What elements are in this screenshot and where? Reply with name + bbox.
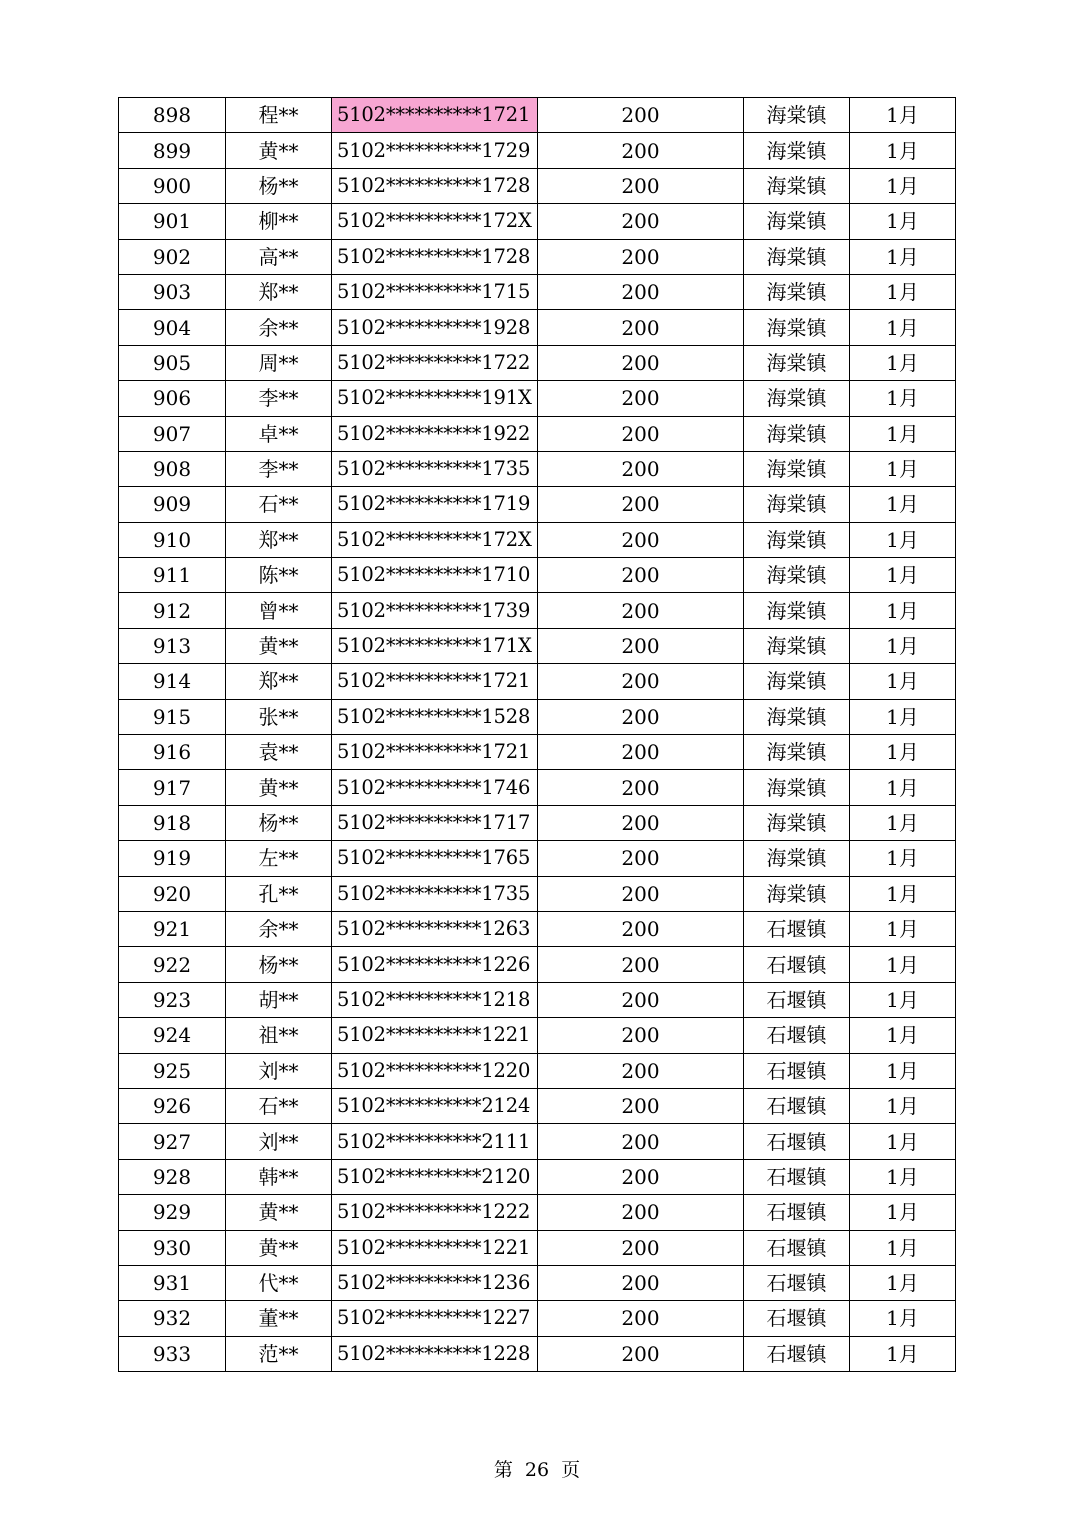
cell-name: 李**	[226, 451, 332, 486]
table-row	[119, 133, 956, 168]
cell-amount: 200	[538, 593, 744, 628]
cell-id-number: 5102**********1746	[332, 770, 538, 805]
cell-town: 海棠镇	[744, 451, 850, 486]
cell-amount: 200	[538, 1124, 744, 1159]
table-row	[119, 310, 956, 345]
cell-amount: 200	[538, 558, 744, 593]
cell-town: 海棠镇	[744, 381, 850, 416]
cell-id-number: 5102**********1722	[332, 345, 538, 380]
cell-name: 左**	[226, 841, 332, 876]
cell-amount: 200	[538, 664, 744, 699]
cell-month: 1月	[850, 204, 956, 239]
cell-name: 石**	[226, 487, 332, 522]
cell-number: 908	[119, 451, 226, 486]
cell-amount: 200	[538, 451, 744, 486]
cell-name: 程**	[226, 98, 332, 133]
cell-name: 周**	[226, 345, 332, 380]
cell-town: 石堰镇	[744, 1265, 850, 1300]
cell-name: 陈**	[226, 558, 332, 593]
table-row	[119, 1230, 956, 1265]
cell-town: 海棠镇	[744, 841, 850, 876]
table-row	[119, 416, 956, 451]
cell-town: 海棠镇	[744, 522, 850, 557]
cell-name: 韩**	[226, 1159, 332, 1194]
cell-name: 黄**	[226, 628, 332, 663]
cell-amount: 200	[538, 98, 744, 133]
cell-number: 913	[119, 628, 226, 663]
cell-month: 1月	[850, 699, 956, 734]
cell-town: 石堰镇	[744, 911, 850, 946]
cell-amount: 200	[538, 1301, 744, 1336]
cell-name: 杨**	[226, 805, 332, 840]
cell-month: 1月	[850, 487, 956, 522]
cell-amount: 200	[538, 1265, 744, 1300]
cell-town: 石堰镇	[744, 1018, 850, 1053]
table-row	[119, 628, 956, 663]
cell-name: 范**	[226, 1336, 332, 1371]
cell-id-number: 5102**********1728	[332, 168, 538, 203]
cell-id-number: 5102**********2111	[332, 1124, 538, 1159]
cell-town: 海棠镇	[744, 239, 850, 274]
cell-name: 曾**	[226, 593, 332, 628]
table-row	[119, 593, 956, 628]
cell-month: 1月	[850, 1159, 956, 1194]
cell-name: 董**	[226, 1301, 332, 1336]
cell-amount: 200	[538, 1230, 744, 1265]
cell-town: 海棠镇	[744, 735, 850, 770]
cell-id-number: 5102**********1221	[332, 1230, 538, 1265]
cell-name: 代**	[226, 1265, 332, 1300]
cell-number: 922	[119, 947, 226, 982]
cell-town: 海棠镇	[744, 593, 850, 628]
cell-month: 1月	[850, 1195, 956, 1230]
cell-id-number: 5102**********1735	[332, 451, 538, 486]
cell-town: 海棠镇	[744, 805, 850, 840]
table-row	[119, 1195, 956, 1230]
cell-id-number: 5102**********1721	[332, 735, 538, 770]
cell-amount: 200	[538, 699, 744, 734]
cell-number: 927	[119, 1124, 226, 1159]
table-row	[119, 1088, 956, 1123]
cell-number: 898	[119, 98, 226, 133]
cell-number: 906	[119, 381, 226, 416]
cell-town: 海棠镇	[744, 98, 850, 133]
cell-amount: 200	[538, 204, 744, 239]
cell-amount: 200	[538, 381, 744, 416]
cell-town: 石堰镇	[744, 1088, 850, 1123]
cell-amount: 200	[538, 982, 744, 1017]
cell-town: 海棠镇	[744, 558, 850, 593]
table-row	[119, 345, 956, 380]
table-row	[119, 699, 956, 734]
cell-id-number: 5102**********1710	[332, 558, 538, 593]
cell-number: 903	[119, 274, 226, 309]
cell-id-number: 5102**********1765	[332, 841, 538, 876]
cell-name: 石**	[226, 1088, 332, 1123]
cell-amount: 200	[538, 947, 744, 982]
cell-id-number: 5102**********1263	[332, 911, 538, 946]
cell-amount: 200	[538, 274, 744, 309]
cell-month: 1月	[850, 664, 956, 699]
cell-month: 1月	[850, 239, 956, 274]
table-row	[119, 982, 956, 1017]
cell-town: 石堰镇	[744, 1230, 850, 1265]
cell-month: 1月	[850, 1124, 956, 1159]
cell-amount: 200	[538, 1336, 744, 1371]
cell-id-number: 5102**********2120	[332, 1159, 538, 1194]
cell-number: 899	[119, 133, 226, 168]
cell-name: 杨**	[226, 168, 332, 203]
cell-name: 胡**	[226, 982, 332, 1017]
cell-number: 932	[119, 1301, 226, 1336]
cell-name: 黄**	[226, 1195, 332, 1230]
cell-number: 915	[119, 699, 226, 734]
table-body	[119, 98, 956, 1372]
cell-name: 杨**	[226, 947, 332, 982]
cell-name: 祖**	[226, 1018, 332, 1053]
cell-id-number: 5102**********1717	[332, 805, 538, 840]
cell-month: 1月	[850, 1230, 956, 1265]
cell-amount: 200	[538, 239, 744, 274]
cell-amount: 200	[538, 310, 744, 345]
cell-id-number: 5102**********1728	[332, 239, 538, 274]
cell-month: 1月	[850, 735, 956, 770]
cell-amount: 200	[538, 770, 744, 805]
cell-number: 923	[119, 982, 226, 1017]
cell-id-number: 5102**********1922	[332, 416, 538, 451]
cell-amount: 200	[538, 1018, 744, 1053]
cell-month: 1月	[850, 982, 956, 1017]
cell-number: 902	[119, 239, 226, 274]
cell-town: 海棠镇	[744, 664, 850, 699]
cell-month: 1月	[850, 1265, 956, 1300]
table-row	[119, 239, 956, 274]
cell-id-number: 5102**********1735	[332, 876, 538, 911]
cell-id-number: 5102**********1220	[332, 1053, 538, 1088]
cell-name: 黄**	[226, 1230, 332, 1265]
cell-amount: 200	[538, 1195, 744, 1230]
cell-amount: 200	[538, 168, 744, 203]
cell-id-number: 5102**********171X	[332, 628, 538, 663]
cell-number: 910	[119, 522, 226, 557]
cell-id-number: 5102**********1226	[332, 947, 538, 982]
cell-name: 柳**	[226, 204, 332, 239]
page-number: 26	[524, 1459, 550, 1481]
cell-month: 1月	[850, 133, 956, 168]
cell-name: 郑**	[226, 664, 332, 699]
cell-amount: 200	[538, 876, 744, 911]
cell-name: 黄**	[226, 770, 332, 805]
cell-month: 1月	[850, 558, 956, 593]
cell-name: 余**	[226, 911, 332, 946]
cell-amount: 200	[538, 841, 744, 876]
cell-town: 石堰镇	[744, 1053, 850, 1088]
table-row	[119, 664, 956, 699]
cell-id-number: 5102**********1528	[332, 699, 538, 734]
cell-id-number: 5102**********191X	[332, 381, 538, 416]
cell-town: 海棠镇	[744, 310, 850, 345]
cell-number: 928	[119, 1159, 226, 1194]
cell-number: 933	[119, 1336, 226, 1371]
cell-number: 916	[119, 735, 226, 770]
cell-town: 海棠镇	[744, 345, 850, 380]
cell-id-number: 5102**********172X	[332, 522, 538, 557]
cell-name: 郑**	[226, 274, 332, 309]
cell-name: 刘**	[226, 1124, 332, 1159]
cell-id-number: 5102**********1721	[332, 98, 538, 133]
cell-town: 海棠镇	[744, 628, 850, 663]
cell-id-number: 5102**********2124	[332, 1088, 538, 1123]
cell-town: 海棠镇	[744, 168, 850, 203]
cell-id-number: 5102**********1721	[332, 664, 538, 699]
cell-town: 海棠镇	[744, 487, 850, 522]
cell-month: 1月	[850, 1018, 956, 1053]
cell-month: 1月	[850, 345, 956, 380]
cell-month: 1月	[850, 1301, 956, 1336]
cell-amount: 200	[538, 522, 744, 557]
table-row	[119, 1159, 956, 1194]
cell-amount: 200	[538, 345, 744, 380]
cell-name: 刘**	[226, 1053, 332, 1088]
cell-town: 石堰镇	[744, 1301, 850, 1336]
cell-amount: 200	[538, 805, 744, 840]
table-row	[119, 381, 956, 416]
cell-month: 1月	[850, 451, 956, 486]
table-row	[119, 558, 956, 593]
table-row	[119, 1053, 956, 1088]
table-row	[119, 911, 956, 946]
cell-number: 900	[119, 168, 226, 203]
cell-number: 905	[119, 345, 226, 380]
cell-number: 909	[119, 487, 226, 522]
cell-id-number: 5102**********1228	[332, 1336, 538, 1371]
cell-number: 907	[119, 416, 226, 451]
cell-amount: 200	[538, 1088, 744, 1123]
cell-number: 918	[119, 805, 226, 840]
cell-amount: 200	[538, 487, 744, 522]
cell-town: 石堰镇	[744, 1159, 850, 1194]
table-row	[119, 1265, 956, 1300]
cell-number: 931	[119, 1265, 226, 1300]
cell-id-number: 5102**********1221	[332, 1018, 538, 1053]
cell-id-number: 5102**********1928	[332, 310, 538, 345]
cell-month: 1月	[850, 911, 956, 946]
cell-amount: 200	[538, 133, 744, 168]
cell-id-number: 5102**********172X	[332, 204, 538, 239]
cell-town: 石堰镇	[744, 982, 850, 1017]
table-row	[119, 451, 956, 486]
cell-number: 912	[119, 593, 226, 628]
page-prefix: 第	[493, 1459, 513, 1481]
cell-name: 郑**	[226, 522, 332, 557]
cell-id-number: 5102**********1218	[332, 982, 538, 1017]
cell-number: 929	[119, 1195, 226, 1230]
cell-month: 1月	[850, 1053, 956, 1088]
cell-amount: 200	[538, 1159, 744, 1194]
cell-id-number: 5102**********1719	[332, 487, 538, 522]
cell-month: 1月	[850, 522, 956, 557]
cell-name: 孔**	[226, 876, 332, 911]
cell-number: 924	[119, 1018, 226, 1053]
table-row	[119, 841, 956, 876]
cell-town: 海棠镇	[744, 876, 850, 911]
cell-town: 石堰镇	[744, 1336, 850, 1371]
cell-month: 1月	[850, 947, 956, 982]
cell-town: 海棠镇	[744, 204, 850, 239]
table-row	[119, 204, 956, 239]
cell-town: 海棠镇	[744, 699, 850, 734]
cell-name: 袁**	[226, 735, 332, 770]
cell-town: 海棠镇	[744, 274, 850, 309]
cell-number: 925	[119, 1053, 226, 1088]
cell-number: 919	[119, 841, 226, 876]
cell-name: 李**	[226, 381, 332, 416]
page-suffix: 页	[561, 1459, 581, 1481]
cell-amount: 200	[538, 416, 744, 451]
cell-name: 高**	[226, 239, 332, 274]
cell-number: 901	[119, 204, 226, 239]
table-row	[119, 522, 956, 557]
table-row	[119, 770, 956, 805]
cell-month: 1月	[850, 381, 956, 416]
cell-id-number: 5102**********1236	[332, 1265, 538, 1300]
table-row	[119, 1018, 956, 1053]
cell-id-number: 5102**********1729	[332, 133, 538, 168]
cell-number: 926	[119, 1088, 226, 1123]
cell-town: 海棠镇	[744, 133, 850, 168]
cell-number: 914	[119, 664, 226, 699]
cell-id-number: 5102**********1739	[332, 593, 538, 628]
cell-number: 930	[119, 1230, 226, 1265]
data-table	[118, 97, 956, 1372]
cell-month: 1月	[850, 770, 956, 805]
page-footer	[0, 1455, 1074, 1482]
cell-month: 1月	[850, 98, 956, 133]
table-row	[119, 168, 956, 203]
cell-month: 1月	[850, 1088, 956, 1123]
cell-month: 1月	[850, 168, 956, 203]
cell-number: 904	[119, 310, 226, 345]
cell-month: 1月	[850, 876, 956, 911]
cell-month: 1月	[850, 628, 956, 663]
cell-town: 石堰镇	[744, 947, 850, 982]
cell-id-number: 5102**********1715	[332, 274, 538, 309]
cell-id-number: 5102**********1227	[332, 1301, 538, 1336]
cell-month: 1月	[850, 841, 956, 876]
cell-name: 黄**	[226, 133, 332, 168]
cell-amount: 200	[538, 1053, 744, 1088]
cell-month: 1月	[850, 1336, 956, 1371]
cell-number: 911	[119, 558, 226, 593]
table-row	[119, 735, 956, 770]
table-row	[119, 98, 956, 133]
table-row	[119, 274, 956, 309]
cell-month: 1月	[850, 310, 956, 345]
cell-month: 1月	[850, 805, 956, 840]
cell-amount: 200	[538, 911, 744, 946]
cell-id-number: 5102**********1222	[332, 1195, 538, 1230]
table-row	[119, 1301, 956, 1336]
cell-name: 卓**	[226, 416, 332, 451]
cell-town: 石堰镇	[744, 1124, 850, 1159]
cell-town: 石堰镇	[744, 1195, 850, 1230]
cell-number: 921	[119, 911, 226, 946]
table-row	[119, 1124, 956, 1159]
table-row	[119, 487, 956, 522]
cell-name: 余**	[226, 310, 332, 345]
table-row	[119, 1336, 956, 1371]
table-row	[119, 805, 956, 840]
cell-amount: 200	[538, 735, 744, 770]
cell-number: 920	[119, 876, 226, 911]
cell-town: 海棠镇	[744, 770, 850, 805]
cell-month: 1月	[850, 274, 956, 309]
cell-month: 1月	[850, 593, 956, 628]
table-row	[119, 947, 956, 982]
cell-town: 海棠镇	[744, 416, 850, 451]
cell-month: 1月	[850, 416, 956, 451]
table-row	[119, 876, 956, 911]
cell-amount: 200	[538, 628, 744, 663]
cell-number: 917	[119, 770, 226, 805]
cell-name: 张**	[226, 699, 332, 734]
